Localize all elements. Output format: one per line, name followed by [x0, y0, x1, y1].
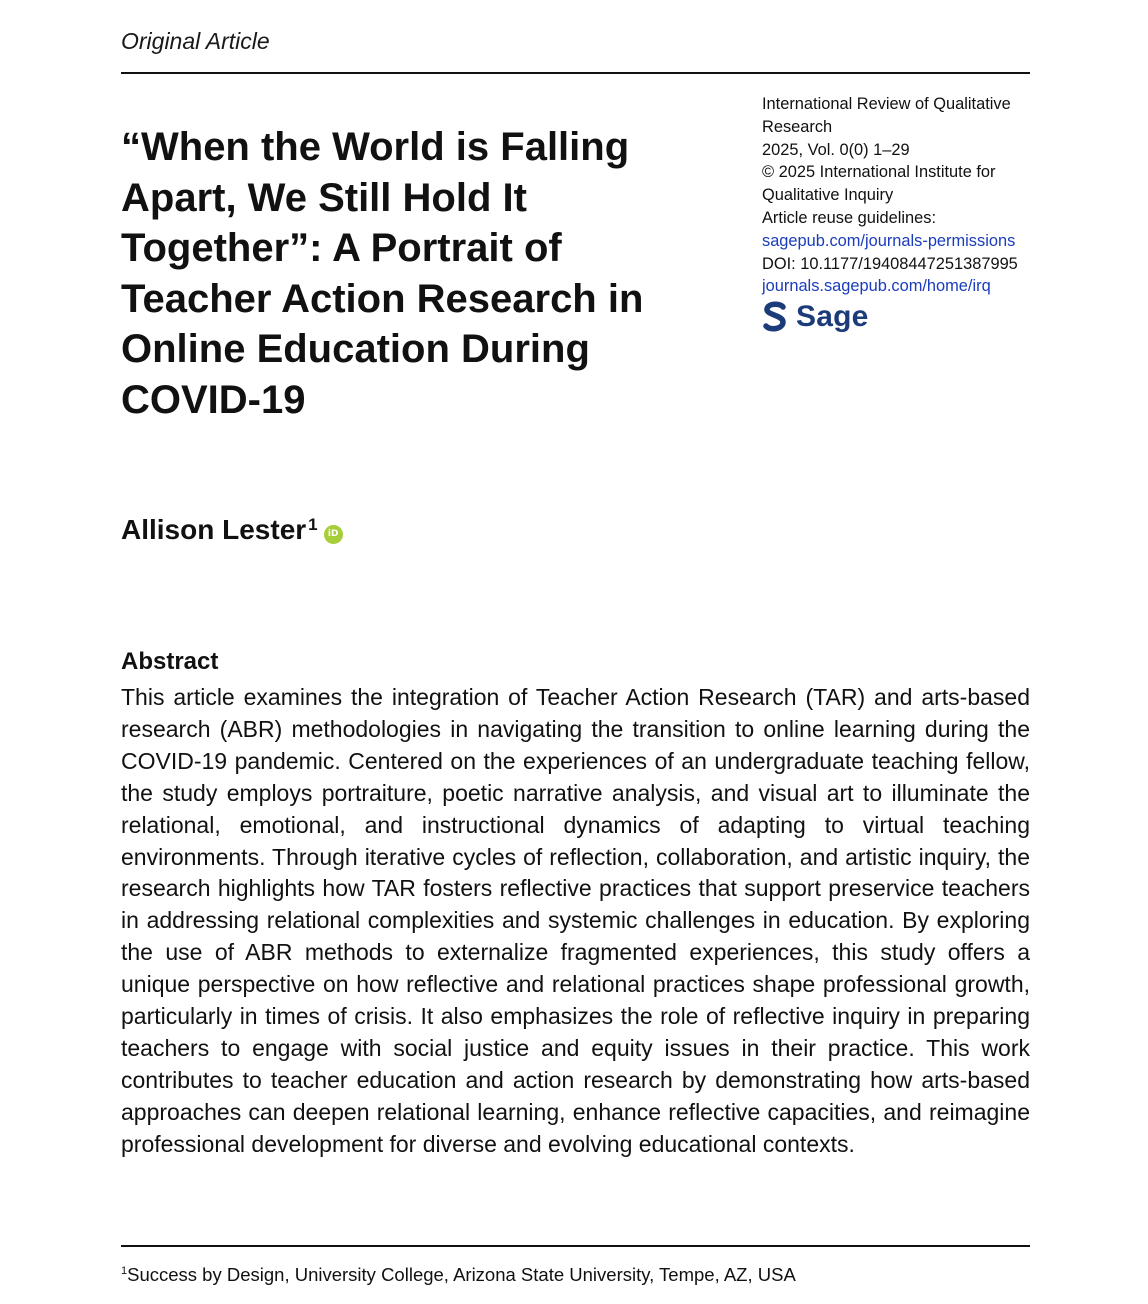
- journal-copyright: © 2025 International Institute for Qualitative Inquiry: [762, 163, 996, 205]
- journal-doi: DOI: 10.1177/19408447251387995: [762, 254, 1018, 273]
- publisher-name: Sage: [796, 300, 869, 333]
- footnote-divider: [121, 1245, 1030, 1247]
- sage-logo[interactable]: [762, 300, 869, 334]
- author-affiliation-marker: 1: [308, 515, 318, 534]
- reuse-label: Article reuse guidelines:: [762, 208, 937, 227]
- journal-home-link[interactable]: journals.sagepub.com/home/irq: [762, 277, 991, 296]
- section-label: Original Article: [121, 28, 270, 54]
- journal-name: International Review of Qualitative Research: [762, 95, 1011, 136]
- journal-volume: 2025, Vol. 0(0) 1–29: [762, 140, 910, 159]
- sage-logo-icon: [762, 301, 788, 333]
- author-name: Allison Lester: [121, 514, 307, 545]
- affiliation-footnote: [121, 1264, 796, 1286]
- orcid-icon[interactable]: iD: [324, 525, 343, 544]
- abstract-heading: Abstract: [121, 648, 219, 675]
- article-title: “When the World is Falling Apart, We Still Hold It Together”: A Portrait of Teacher Action Research in Online Education During COVID-19: [121, 125, 644, 422]
- author: [121, 514, 343, 546]
- permissions-link[interactable]: sagepub.com/journals-permissions: [762, 231, 1016, 250]
- footnote-text: Success by Design, University College, Arizona State University, Tempe, AZ, USA: [127, 1264, 796, 1285]
- journal-info: [762, 93, 1037, 298]
- header-divider: [121, 72, 1030, 74]
- footnote-marker: 1: [121, 1264, 128, 1277]
- abstract-text: This article examines the integration of Teacher Action Research (TAR) and arts-based research (ABR) methodologies in navigating the transition to online learning during the COVID-19 pandemic. Centered on the experiences of an undergraduate teaching fellow, the study employs portraiture, poetic narrative analysis, and visual art to illuminate the relational, emotional, and instructional dynamics of adapting to virtual teaching environments. Through iterative cycles of reflection, collaboration, and artistic inquiry, the research highlights how TAR fosters reflective practices that support preservice teachers in addressing relational complexities and systemic challenges in education. By exploring the use of ABR methods to externalize fragmented experiences, this study offers a unique perspective on how reflective and relational practices shape professional growth, particularly in times of crisis. It also emphasizes the role of reflective inquiry in preparing teachers to engage with social justice and equity issues in their practice. This work contributes to teacher education and action research by demonstrating how arts-based approaches can deepen relational learning, enhance reflective capacities, and reimagine professional development for diverse and evolving educational contexts.: [121, 684, 1030, 1157]
